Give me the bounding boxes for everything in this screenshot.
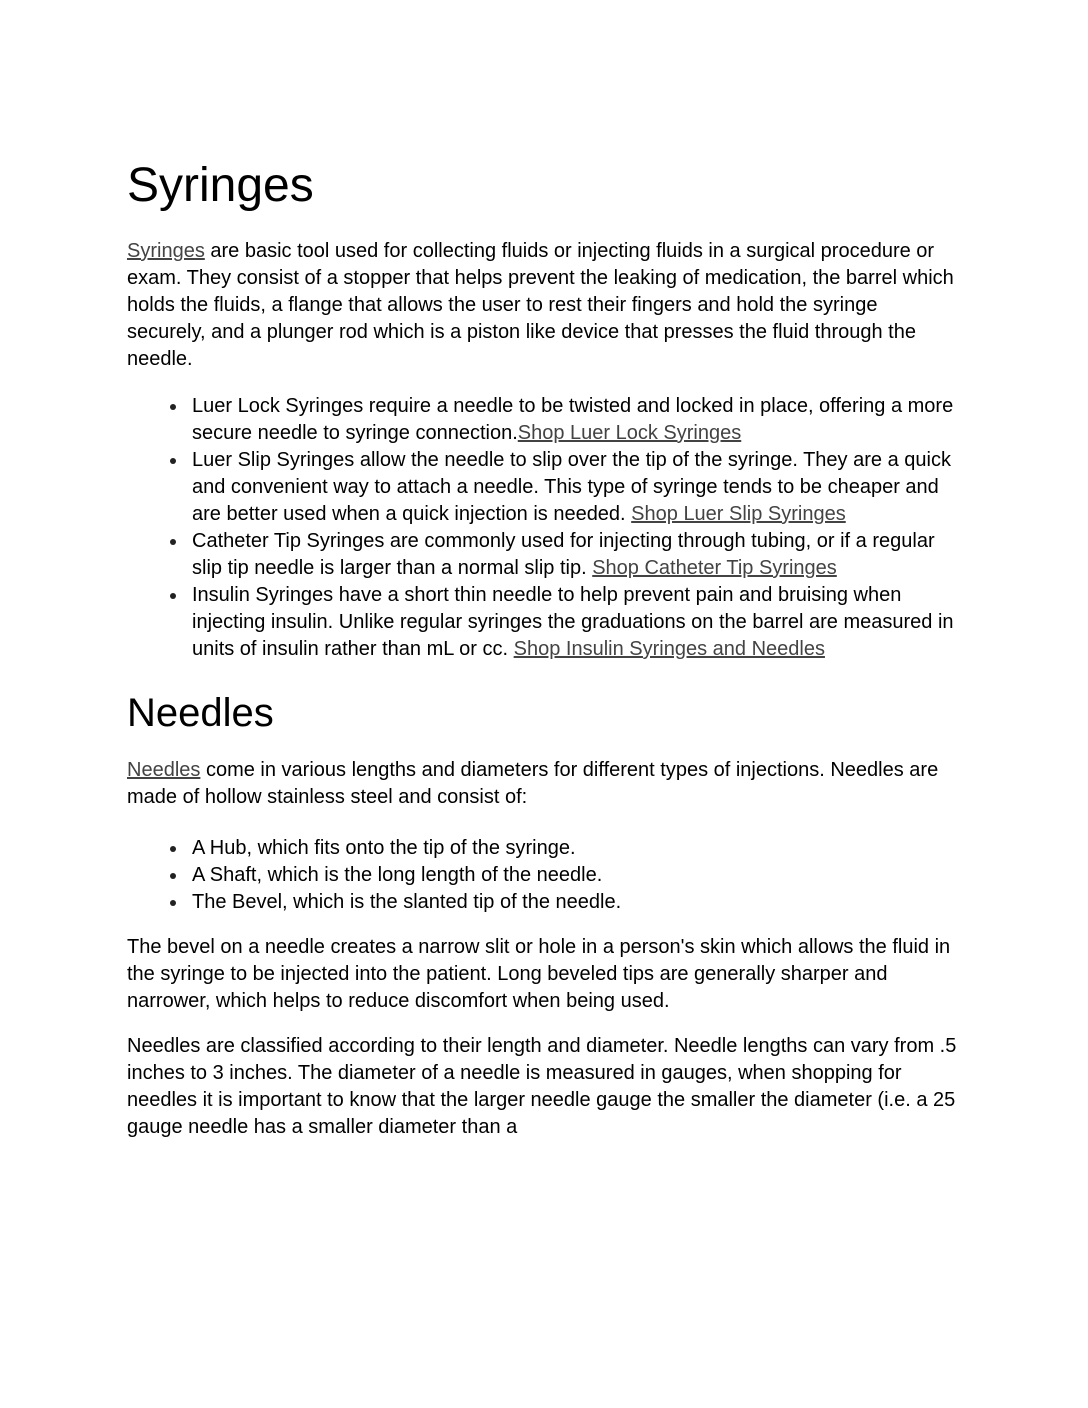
link-needles[interactable]: Needles xyxy=(127,759,201,781)
link-shop-luer-slip-syringes[interactable]: Shop Luer Slip Syringes xyxy=(631,503,846,525)
list-item-hub xyxy=(165,835,957,862)
link-shop-luer-lock-syringes[interactable]: Shop Luer Lock Syringes xyxy=(517,422,742,444)
heading-needles: Needles xyxy=(127,691,274,735)
list-item-text: A Shaft, which is the long length of the needle. xyxy=(192,864,603,886)
bullet-icon xyxy=(170,846,176,852)
syringes-intro-paragraph xyxy=(127,238,957,373)
list-item-luer-slip xyxy=(165,447,957,528)
list-item-text: A Hub, which fits onto the tip of the syringe. xyxy=(192,837,576,859)
list-item-text: The Bevel, which is the slanted tip of the needle. xyxy=(192,891,622,913)
list-item-text: Insulin Syringes have a short thin needle to help prevent pain and bruising when injecting insulin. Unlike regular syringes the graduations on the barrel are measured in units of insulin rather than mL or cc. xyxy=(192,584,954,660)
list-item-luer-lock xyxy=(165,393,957,447)
heading-syringes: Syringes xyxy=(127,159,314,212)
link-shop-catheter-tip-syringes[interactable]: Shop Catheter Tip Syringes xyxy=(592,557,837,579)
classification-paragraph: Needles are classified according to their length and diameter. Needle lengths can vary from .5 inches to 3 inches. The diameter of a needle is measured in gauges, when shopping for needles it is important to know that the larger needle gauge the smaller the diameter (i.e. a 25 gauge needle has a smaller diameter than a xyxy=(127,1035,957,1138)
syringes-intro-text: are basic tool used for collecting fluids or injecting fluids in a surgical procedure or exam. They consist of a stopper that helps prevent the leaking of medication, the barrel which holds the fluids, a flange that allows the user to rest their fingers and hold the syringe securely, and a plunger rod which is a piston like device that presses the fluid through the needle. xyxy=(127,240,954,370)
list-item-catheter-tip xyxy=(165,528,957,582)
syringe-types-list xyxy=(165,393,957,663)
needles-intro-text: come in various lengths and diameters for different types of injections. Needles are made of hollow stainless steel and consist of: xyxy=(127,759,939,808)
needles-intro-paragraph xyxy=(127,757,957,811)
list-item-shaft xyxy=(165,862,957,889)
list-item-bevel xyxy=(165,889,957,916)
bullet-icon xyxy=(170,873,176,879)
list-item-text: Luer Lock Syringes require a needle to be twisted and locked in place, offering a more secure needle to syringe connection. xyxy=(192,395,954,444)
link-shop-insulin-syringes-and-needles[interactable]: Shop Insulin Syringes and Needles xyxy=(513,638,825,660)
bullet-icon xyxy=(170,539,176,545)
bullet-icon xyxy=(170,593,176,599)
bullet-icon xyxy=(170,900,176,906)
document-content xyxy=(127,0,957,1141)
list-item-insulin xyxy=(165,582,957,663)
list-item-text: Catheter Tip Syringes are commonly used for injecting through tubing, or if a regular slip tip needle is larger than a normal slip tip. xyxy=(192,530,935,579)
link-syringes[interactable]: Syringes xyxy=(127,240,205,262)
bullet-icon xyxy=(170,458,176,464)
list-item-text: Luer Slip Syringes allow the needle to slip over the tip of the syringe. They are a quick and convenient way to attach a needle. This type of syringe tends to be cheaper and are better used when a quick injection is needed. xyxy=(192,449,951,525)
needle-parts-list xyxy=(165,835,957,916)
bevel-paragraph: The bevel on a needle creates a narrow slit or hole in a person's skin which allows the fluid in the syringe to be injected into the patient. Long beveled tips are generally sharper and narrower, which helps to reduce discomfort when being used. xyxy=(127,936,951,1012)
bullet-icon xyxy=(170,404,176,410)
